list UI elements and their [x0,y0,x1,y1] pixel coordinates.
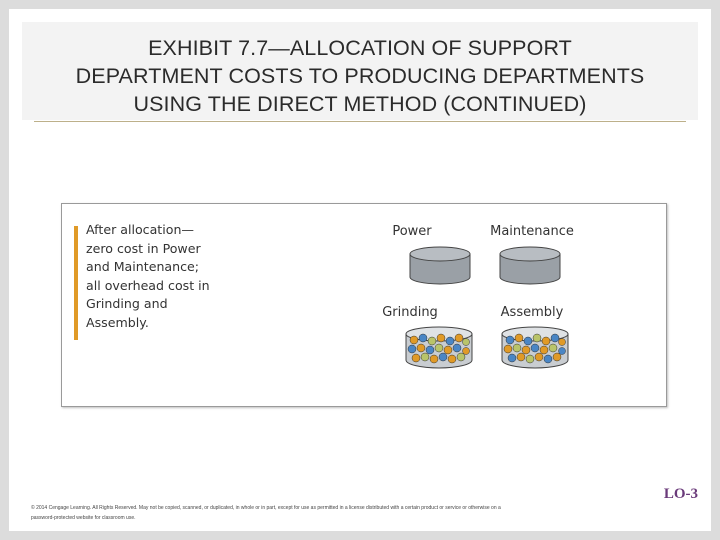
learning-objective-tag: LO-3 [663,486,698,502]
empty-can-maintenance-icon [498,246,562,286]
dept-label-power: Power [392,224,432,239]
title-divider [34,121,686,122]
slide-title: EXHIBIT 7.7—ALLOCATION OF SUPPORT DEPARTMENT COSTS TO PRODUCING DEPARTMENTS USING THE DIRECT METHOD (CONTINUED) [75,36,645,116]
accent-bar [74,226,78,340]
full-can-assembly-icon [500,326,570,370]
full-can-grinding-icon [404,326,474,370]
empty-can-power-icon [408,246,472,286]
allocation-note: After allocation— zero cost in Power and Maintenance; all overhead cost in Grinding and Assembly. [86,222,210,330]
dept-label-maintenance: Maintenance [490,224,574,239]
copyright-footer: © 2014 Cengage Learning. All Rights Reserved. May not be copied, scanned, or duplicated, in whole or in part, except for use as permitted in a license distributed with a certain product or service or otherwise on a password-protected website for classroom use. [31,505,501,521]
dept-label-assembly: Assembly [500,305,564,320]
dept-label-grinding: Grinding [382,305,438,320]
